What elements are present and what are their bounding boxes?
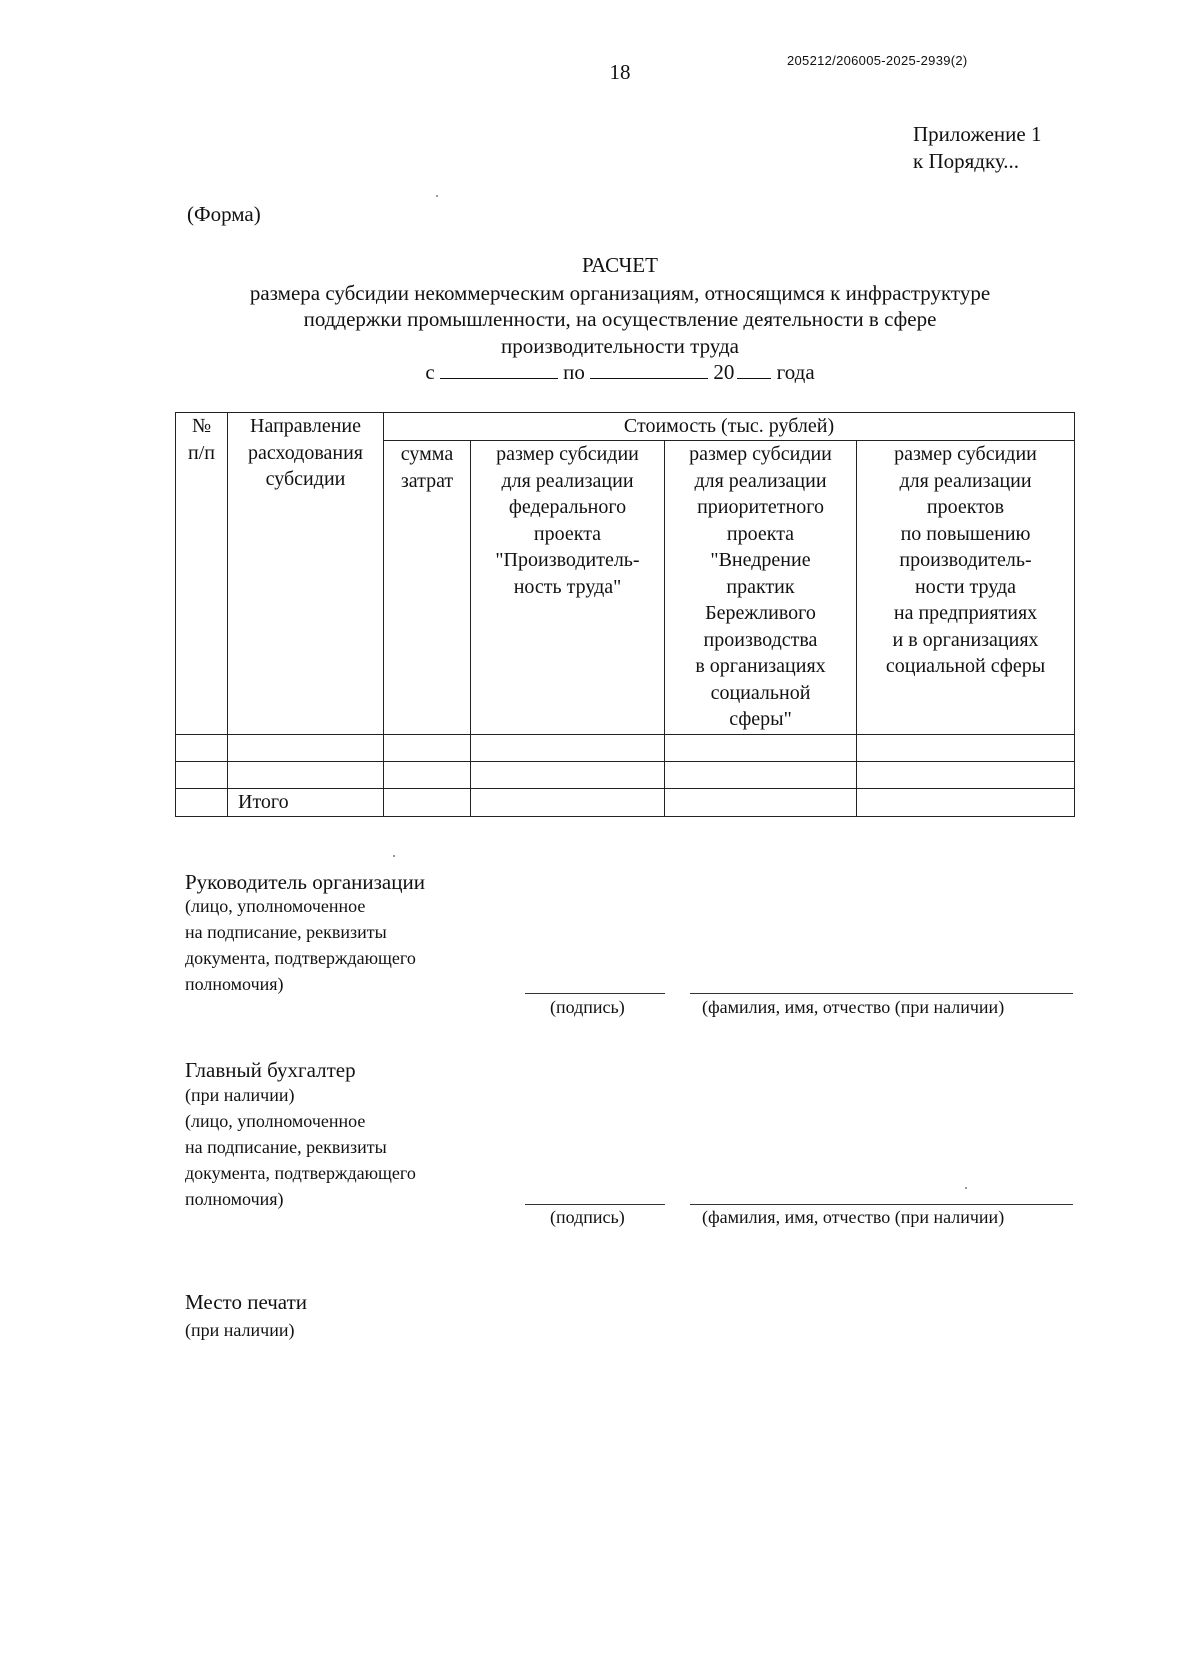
table-cell: [665, 735, 857, 762]
table-row: [176, 762, 1075, 789]
table-cell: [857, 789, 1075, 817]
table-cell: [176, 735, 228, 762]
table-cell: [176, 762, 228, 789]
col-header-federal-project: размер субсидии для реализации федерального проекта "Производитель- ность труда": [471, 441, 665, 735]
scan-speck: [965, 1187, 967, 1189]
table-cell: [228, 735, 384, 762]
table-cell: [176, 789, 228, 817]
table-cell: [471, 762, 665, 789]
accountant-name-line: [690, 1204, 1073, 1205]
head-signature-line: [525, 993, 665, 994]
registration-code: 205212/206005-2025-2939(2): [787, 53, 968, 68]
head-name-caption: (фамилия, имя, отчество (при наличии): [702, 997, 1005, 1017]
page-number: 18: [609, 60, 631, 84]
document-title: РАСЧЕТ: [582, 253, 658, 277]
accountant-signature-caption: (подпись): [550, 1207, 625, 1227]
table-cell: [384, 789, 471, 817]
stamp-place-note: (при наличии): [185, 1320, 295, 1340]
period-from-label: с: [425, 360, 435, 384]
col-header-total-cost: сумма затрат: [384, 441, 471, 735]
table-cell: [857, 762, 1075, 789]
col-header-productivity-projects: размер субсидии для реализации проектов по повышению производитель- ности труда на предприятиях и в организациях социальной сферы: [857, 441, 1075, 735]
col-header-priority-project: размер субсидии для реализации приоритетного проекта "Внедрение практик Бережливого производства в организациях социальной сферы": [665, 441, 857, 735]
table-cell: [665, 789, 857, 817]
period-year-blank: [737, 362, 771, 379]
period-line: [0, 360, 1200, 385]
table-cell: [228, 762, 384, 789]
form-label: (Форма): [187, 202, 261, 226]
scan-speck: [436, 195, 438, 197]
accountant-signature-line: [525, 1204, 665, 1205]
appendix-line-2: к Порядку...: [913, 149, 1020, 173]
head-of-organization-note: (лицо, уполномоченное на подписание, реквизиты документа, подтверждающего полномочия): [185, 896, 416, 994]
table-cell: [384, 735, 471, 762]
accountant-name-caption: (фамилия, имя, отчество (при наличии): [702, 1207, 1005, 1227]
period-year-suffix: года: [776, 360, 815, 384]
table-header-row: [176, 413, 1075, 441]
appendix-line-1: Приложение 1: [913, 122, 1042, 146]
table-cell: [384, 762, 471, 789]
appendix-reference: [913, 121, 1041, 175]
title-line-3: производительности труда: [500, 334, 739, 358]
head-of-organization-title: Руководитель организации: [185, 870, 425, 894]
table-total-row: [176, 789, 1075, 817]
total-label: Итого: [228, 789, 384, 817]
title-line-2: поддержки промышленности, на осуществление деятельности в сфере: [303, 307, 937, 331]
period-to-blank: [590, 362, 708, 379]
head-signature-caption: (подпись): [550, 997, 625, 1017]
scan-speck: [393, 855, 395, 857]
stamp-place-title: Место печати: [185, 1290, 308, 1314]
table-row: [176, 735, 1075, 762]
head-name-line: [690, 993, 1073, 994]
title-line-1: размера субсидии некоммерческим организациям, относящимся к инфраструктуре: [249, 281, 991, 305]
period-to-label: по: [563, 360, 585, 384]
col-header-number: № п/п: [176, 413, 228, 735]
table-cell: [471, 735, 665, 762]
period-year-prefix: 20: [713, 360, 735, 384]
table-cell: [665, 762, 857, 789]
period-from-blank: [440, 362, 558, 379]
col-header-direction: Направление расходования субсидии: [228, 413, 384, 735]
table-cell: [857, 735, 1075, 762]
chief-accountant-note: (при наличии) (лицо, уполномоченное на подписание, реквизиты документа, подтверждающего полномочия): [185, 1085, 416, 1209]
calculation-table: [175, 412, 1075, 817]
chief-accountant-title: Главный бухгалтер: [185, 1058, 356, 1082]
table-cell: [471, 789, 665, 817]
col-header-cost-group: Стоимость (тыс. рублей): [384, 413, 1075, 441]
